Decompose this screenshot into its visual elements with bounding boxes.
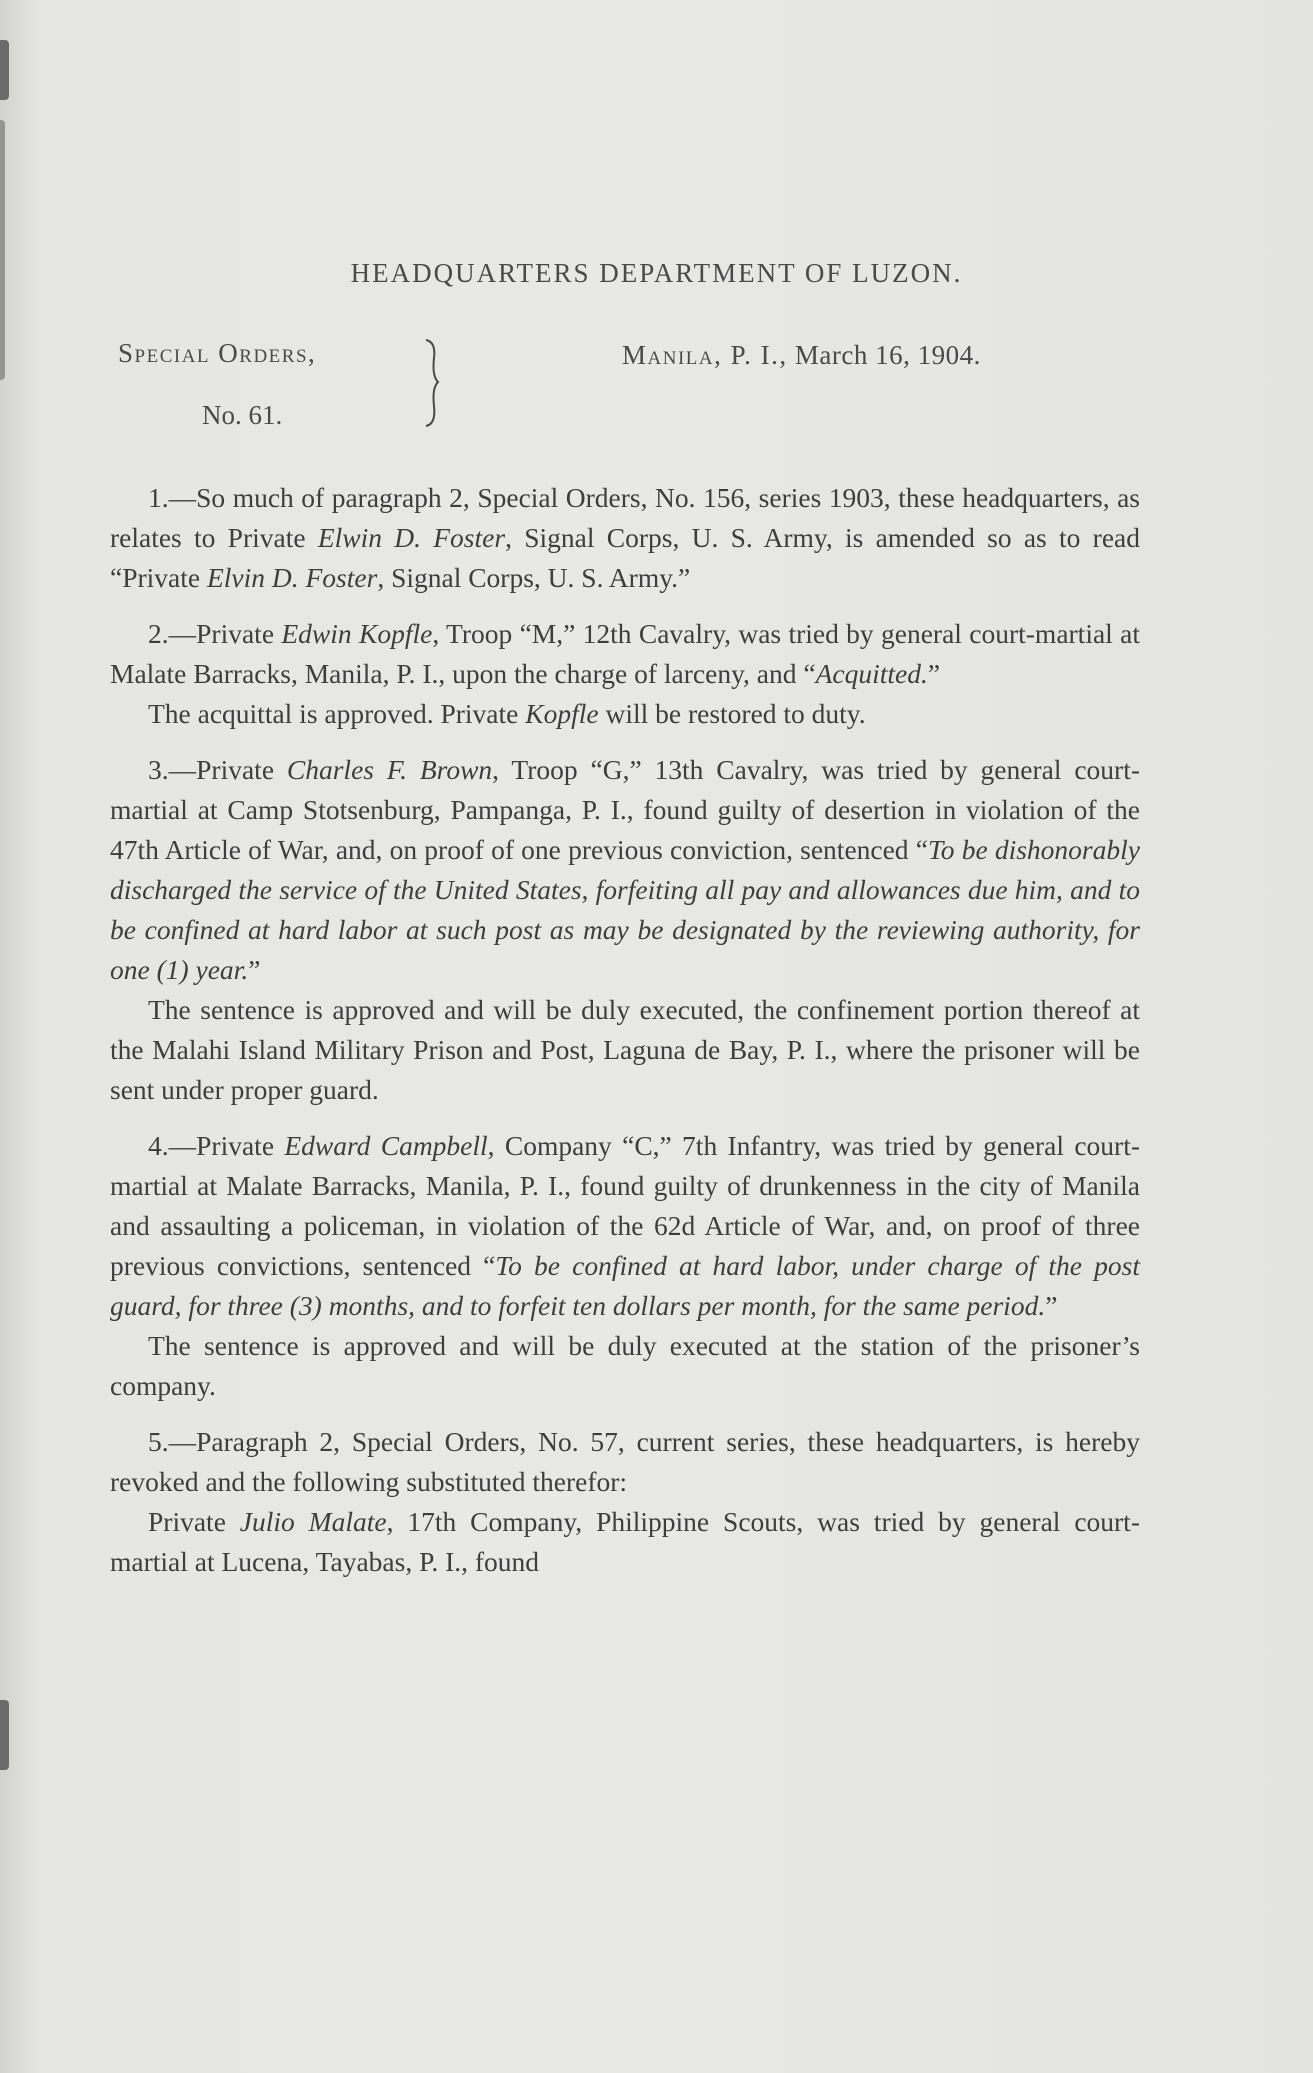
paragraph-5: 5.—Paragraph 2, Special Orders, No. 57, current series, these headquarters, is hereby revoked and the following substituted therefor:: [110, 1426, 1140, 1497]
italic-sentence: To be dishonorably discharged the service of the United States, forfeiting all pay and allowances due him, and to be confined at hard labor at such post as may be designated by the reviewing authority, for one (1) year.: [110, 834, 1140, 985]
document-heading: HEADQUARTERS DEPARTMENT OF LUZON.: [350, 258, 963, 288]
page-edge-mark: [0, 40, 9, 100]
brace-decoration: [420, 338, 444, 428]
paragraph-4: [110, 1126, 1140, 1326]
document-body: [110, 478, 1140, 1582]
paragraph-2: [110, 614, 1140, 694]
page-edge-mark: [0, 120, 5, 380]
text-run: , 17th Company, Philippine Scouts, was tried by general court-martial at Lucena, Tayabas, P. I., found: [110, 1506, 1140, 1577]
text-run: ”: [1045, 1290, 1058, 1321]
italic-name: Charles F. Brown: [286, 754, 493, 785]
italic-sentence: To be confined at hard labor, under charge of the post guard, for three (3) months, and to forfeit ten dollars per month, for the same period.: [110, 1250, 1140, 1321]
text-run: Private: [148, 1506, 240, 1537]
text-run: , Company “C,” 7th Infantry, was tried by general court-martial at Malate Barracks, Manila, P. I., found guilty of drunkenness in the city of Manila and assaulting a policeman, in violation of the 62d Article of War, and, on proof of three previous convictions, sentenced “: [110, 1130, 1140, 1281]
text-run: , Troop “G,” 13th Cavalry, was tried by general court-martial at Camp Stotsenburg, Pampanga, P. I., found guilty of desertion in violation of the 47th Article of War, and, on proof of one previous conviction, sentenced “: [110, 754, 1140, 865]
text-run: ”: [927, 658, 941, 689]
text-run: will be restored to duty.: [598, 698, 866, 729]
dateline: [622, 340, 981, 371]
italic-name: Edwin Kopfle: [281, 618, 433, 649]
paragraph-1: [110, 478, 1140, 598]
italic-verdict: Acquitted.: [815, 658, 928, 689]
text-run: , Signal Corps, U. S. Army, is amended so as to read “Private: [110, 522, 1140, 593]
italic-name: Julio Malate: [239, 1506, 387, 1537]
text-run: 4.—Private: [148, 1130, 285, 1161]
paragraph-2-continuation: [110, 694, 1140, 734]
text-run: , Troop “M,” 12th Cavalry, was tried by general court-martial at Malate Barracks, Manila, P. I., upon the charge of larceny, and “: [110, 618, 1140, 689]
italic-name: Elwin D. Foster: [317, 522, 506, 553]
orders-label: Special Orders,: [118, 338, 317, 368]
dateline-place: Manila, P. I.,: [622, 340, 788, 370]
text-run: 1.—So much of paragraph 2, Special Orders, No. 156, series 1903, these headquarters, as relates to Private: [110, 482, 1140, 553]
text-run: 2.—Private: [148, 618, 282, 649]
paragraph-4-continuation: The sentence is approved and will be duly executed at the station of the prisoner’s company.: [110, 1330, 1140, 1401]
orders-number: No. 61.: [202, 400, 283, 430]
italic-name: Edward Campbell: [284, 1130, 488, 1161]
page-edge-mark: [0, 1700, 9, 1770]
paragraph-3: [110, 750, 1140, 990]
text-run: 3.—Private: [148, 754, 287, 785]
paragraph-5-continuation: [110, 1502, 1140, 1582]
italic-name: Elvin D. Foster: [206, 562, 378, 593]
paragraph-3-continuation: The sentence is approved and will be duly executed, the confinement portion thereof at the Malahi Island Military Prison and Post, Laguna de Bay, P. I., where the prisoner will be sent under proper guard.: [110, 994, 1140, 1105]
italic-name: Kopfle: [525, 698, 599, 729]
text-run: , Signal Corps, U. S. Army.”: [377, 562, 691, 593]
dateline-date: March 16, 1904.: [794, 340, 981, 370]
text-run: The acquittal is approved. Private: [148, 698, 526, 729]
special-orders-label: [118, 338, 317, 430]
text-run: ”: [248, 954, 261, 985]
